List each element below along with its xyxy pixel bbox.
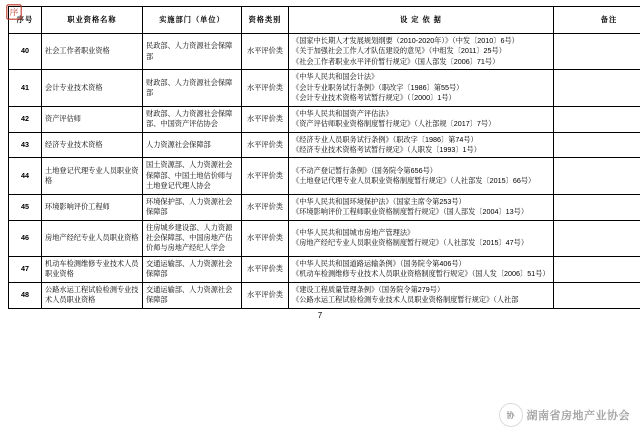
basis-line: 《中华人民共和国会计法》 [292,72,379,82]
cell-dept: 交通运输部、人力资源社会保障部 [143,282,242,308]
cell-dept: 国土资源部、人力资源社会保障部、中国土地估价师与土地登记代理人协会 [143,158,242,194]
cell-type: 水平评价类 [242,70,289,106]
basis-line: 《公路水运工程试验检测专业技术人员职业资格制度暂行规定》（人社部 [292,295,519,305]
cell-basis [289,256,554,282]
basis-line: 《会计专业技术资格考试暂行规定》（〔2000〕1号） [292,93,456,103]
watermark-text: 湖南省房地产业协会 [526,410,630,422]
header-dept: 实施部门（单位） [143,7,242,34]
svg-text:序: 序 [9,8,19,19]
header-remark: 备注 [554,7,640,34]
cell-name: 房地产经纪专业人员职业资格 [42,220,143,256]
cell-name: 公路水运工程试验检测专业技术人员职业资格 [42,282,143,308]
cell-remark [554,256,640,282]
cell-dept: 民政部、人力资源社会保障部 [143,34,242,70]
cell-num: 46 [9,220,42,256]
table-body [9,34,640,309]
basis-line: 《土地登记代理专业人员职业资格制度暂行规定》（人社部发〔2015〕66号） [292,176,536,186]
cell-remark [554,158,640,194]
header-num: 序号 [9,7,42,34]
basis-line: 《关于加强社会工作人才队伍建设的意见》（中组发〔2011〕25号） [292,46,506,56]
cell-remark [554,220,640,256]
qualification-table [8,6,640,309]
basis-line: 《经济专业技术资格考试暂行规定》（人职发〔1993〕1号） [292,144,481,154]
cell-dept: 人力资源社会保障部 [143,132,242,158]
cell-name: 会计专业技术资格 [42,70,143,106]
basis-line: 《环境影响评价工程师职业资格制度暂行规定》（国人部发〔2004〕13号） [292,207,529,217]
table-row [9,220,640,256]
cell-remark [554,106,640,132]
cell-type: 水平评价类 [242,106,289,132]
cell-name: 经济专业技术资格 [42,132,143,158]
association-logo-icon: 协 [499,403,523,427]
cell-remark [554,34,640,70]
table-row [9,34,640,70]
cell-basis [289,194,554,220]
basis-line: 《资产评估师职业资格制度暂行规定》（人社部规〔2017〕7号） [292,119,496,129]
cell-basis [289,34,554,70]
table-row [9,158,640,194]
basis-line: 《不动产登记暂行条例》（国务院令第656号） [292,165,437,175]
table-row [9,70,640,106]
cell-dept: 环境保护部、人力资源社会保障部 [143,194,242,220]
watermark [499,403,631,427]
basis-line: 《中华人民共和国城市房地产管理法》 [292,227,415,237]
table-row [9,106,640,132]
cell-remark [554,70,640,106]
cell-num: 48 [9,282,42,308]
basis-line: 《房地产经纪专业人员职业资格制度暂行规定》（人社部发〔2015〕47号） [292,238,529,248]
cell-dept: 财政部、人力资源社会保障部、中国资产评估协会 [143,106,242,132]
cell-type: 水平评价类 [242,132,289,158]
cell-basis [289,220,554,256]
cell-num: 42 [9,106,42,132]
cell-type: 水平评价类 [242,256,289,282]
basis-line: 《中华人民共和国环境保护法》（国家主席令第253号） [292,196,466,206]
cell-num: 40 [9,34,42,70]
cell-basis [289,70,554,106]
table-header-row [9,7,640,34]
seal-icon [6,4,22,20]
cell-name: 资产评估师 [42,106,143,132]
header-type: 资格类别 [242,7,289,34]
cell-basis [289,282,554,308]
cell-remark [554,194,640,220]
cell-dept: 财政部、人力资源社会保障部 [143,70,242,106]
basis-line: 《会计专业职务试行条例》（职改字〔1986〕第55号） [292,82,464,92]
table-row [9,256,640,282]
cell-name: 土地登记代理专业人员职业资格 [42,158,143,194]
cell-dept: 住房城乡建设部、人力资源社会保障部、中国房地产估价师与房地产经纪人学会 [143,220,242,256]
page-number: 7 [317,310,323,320]
header-name: 职业资格名称 [42,7,143,34]
cell-type: 水平评价类 [242,220,289,256]
table-row [9,282,640,308]
cell-remark [554,132,640,158]
cell-num: 45 [9,194,42,220]
cell-num: 47 [9,256,42,282]
table-header [9,7,640,34]
cell-num: 41 [9,70,42,106]
cell-type: 水平评价类 [242,194,289,220]
cell-type: 水平评价类 [242,34,289,70]
basis-line: 《中华人民共和国资产评估法》 [292,108,393,118]
cell-name: 环境影响评价工程师 [42,194,143,220]
basis-line: 《机动车检测维修专业技术人员职业资格制度暂行规定》（国人发〔2006〕51号） [292,269,550,279]
table-row [9,194,640,220]
cell-name: 机动车检测维修专业技术人员职业资格 [42,256,143,282]
cell-name: 社会工作者职业资格 [42,34,143,70]
cell-basis [289,132,554,158]
cell-basis [289,158,554,194]
cell-num: 44 [9,158,42,194]
header-basis: 设 定 依 据 [289,7,554,34]
basis-line: 《建设工程质量管理条例》（国务院令第279号） [292,284,445,294]
cell-num: 43 [9,132,42,158]
cell-type: 水平评价类 [242,158,289,194]
basis-line: 《中华人民共和国道路运输条例》（国务院令第406号） [292,258,466,268]
basis-line: 《经济专业人员职务试行条例》（职改字〔1986〕第74号） [292,134,478,144]
cell-remark [554,282,640,308]
table-row [9,132,640,158]
cell-dept: 交通运输部、人力资源社会保障部 [143,256,242,282]
cell-basis [289,106,554,132]
basis-line: 《国家中长期人才发展规划纲要（2010-2020年）》（中发〔2010〕6号） [292,36,519,45]
basis-line: 《社会工作者职业水平评价暂行规定》（国人部发〔2006〕71号） [292,56,500,66]
cell-type: 水平评价类 [242,282,289,308]
